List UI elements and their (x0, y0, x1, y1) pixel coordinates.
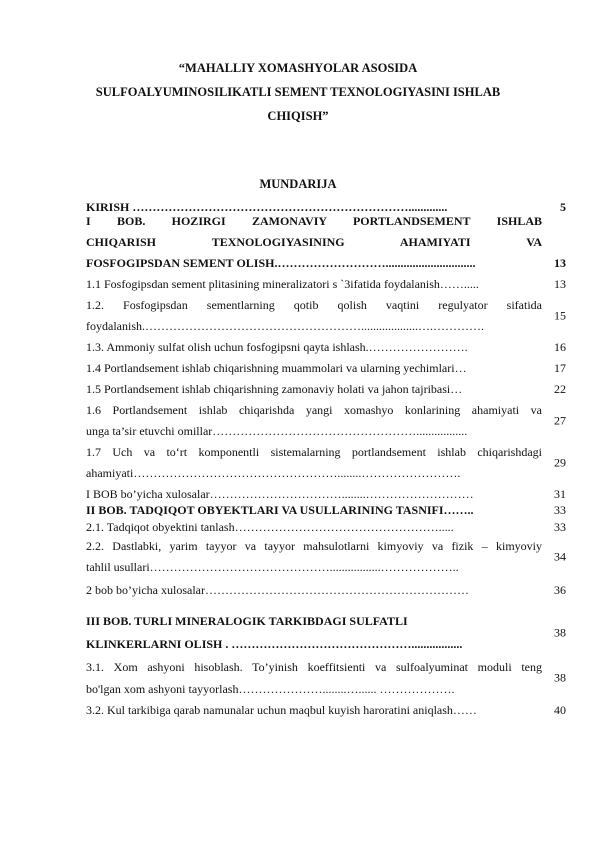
toc-entry-1-1[interactable] (86, 274, 566, 295)
toc-page-number: 38 (554, 625, 566, 640)
toc-entry-text: II BOB. TADQIQOT OBYEKTLARI VA USULLARINING TASNIFI…….. (86, 503, 474, 517)
toc-entry-text: 2.2. Dastlabki, yarim tayyor va tayyor mahsulotlarni kimyoviy va fizik – kimyoviy (86, 539, 542, 553)
toc-entry-2-2[interactable] (86, 536, 566, 578)
toc-entry-chapter-1[interactable] (86, 211, 566, 274)
toc-entry-3-2[interactable] (86, 700, 566, 721)
toc-page-number: 13 (554, 277, 566, 291)
title-line-3: CHIQISH” (267, 109, 329, 123)
toc-entry-text: 1.4 Portlandsement ishlab chiqarishning muammolari va ularning yechimlari… (86, 361, 467, 375)
spacer (86, 602, 554, 610)
toc-entry-text: FOSFOGIPSDAN SEMENT OLISH.……………………….............................. (86, 256, 476, 270)
toc-entry-text: 3.2. Kul tarkibiga qarab namunalar uchun maqbul kuyish haroratini aniqlash…… (86, 703, 477, 717)
toc-entry-text: KLINKERLARNI OLISH . ………………………………………................. (86, 637, 463, 651)
toc-page-number: 33 (554, 520, 566, 534)
document-title (60, 56, 536, 128)
toc-entry-1-4[interactable] (86, 358, 566, 379)
toc-page-number: 27 (554, 413, 566, 428)
toc-entry-text: 3.1. Xom ashyoni hisoblash. To’yinish koeffitsienti va sulfoalyuminat moduli teng (86, 660, 542, 674)
toc-entry-text: tahlil usullari……………………………………….................……………….. (86, 560, 459, 574)
toc-entry-chapter-2-conclusions[interactable] (86, 578, 566, 602)
toc-entry-1-7[interactable] (86, 442, 566, 484)
toc-entry-text: I BOB. HOZIRGI ZAMONAVIY PORTLANDSEMENT ISHLAB (86, 214, 542, 228)
toc-entry-text: 2.1. Tadqiqot obyektini tanlash……………………………………………..... (86, 520, 454, 534)
toc-page-number: 31 (554, 487, 566, 501)
toc-entry-1-3[interactable] (86, 337, 566, 358)
toc-page-number: 22 (554, 382, 566, 396)
toc-entry-1-6[interactable] (86, 400, 566, 442)
title-line-1: “MAHALLIY XOMASHYOLAR ASOSIDA (178, 61, 418, 75)
toc-page-number: 16 (554, 340, 566, 354)
toc-entry-chapter-1-conclusions[interactable] (86, 486, 566, 502)
toc-page-number: 17 (554, 361, 566, 375)
toc-page-number: 13 (554, 256, 566, 270)
toc-page-number: 40 (554, 703, 566, 717)
toc-entry-chapter-2[interactable] (86, 502, 566, 518)
toc-page-number: 36 (554, 583, 566, 597)
toc-entry-1-5[interactable] (86, 379, 566, 400)
toc-page-number: 29 (554, 455, 566, 470)
toc-page-number: 15 (554, 308, 566, 323)
toc-entry-text: 1.5 Portlandsement ishlab chiqarishning zamonaviy holati va jahon tajribasi… (86, 382, 463, 396)
toc-entry-text: 1.2. Fosfogipsdan sementlarning qotib qolish vaqtini regulyator sifatida (86, 298, 542, 312)
toc-entry-text: 1.7 Uch va to‘rt komponentli sistemalarning portlandsement ishlab chiqarishdagi (86, 445, 542, 459)
toc-entry-text: bo'lgan xom ashyoni tayyorlash…………………........…...... ………………. (86, 682, 455, 696)
title-line-2: SULFOALYUMINOSILIKATLI SEMENT TEXNOLOGIYASINI ISHLAB (95, 85, 501, 99)
toc-page-number: 38 (554, 670, 566, 685)
toc-entry-text: CHIQARISH TEXNOLOGIYASINING AHAMIYATI VA (86, 235, 542, 249)
toc-page-number: 33 (554, 503, 566, 517)
toc-entry-text: III BOB. TURLI MINERALOGIK TARKIBDAGI SULFATLI (86, 614, 408, 628)
toc-entry-text: KIRISH ……………………………………………………………............. (86, 200, 448, 214)
toc-entry-text: unga ta’sir etuvchi omillar……………………………………………................. (86, 424, 468, 438)
toc-entry-text: foydalanish.………………………………………………...................….…………. (86, 319, 484, 333)
toc-heading: MUNDARIJA (259, 177, 337, 191)
toc-entry-1-2[interactable] (86, 295, 566, 337)
toc-entry-3-1[interactable] (86, 656, 566, 700)
table-of-contents (86, 200, 566, 721)
toc-entry-text: 1.1 Fosfogipsdan sement plitasining mineralizatori s `3ifatida foydalanish……..... (86, 277, 479, 291)
toc-entry-text: 2 bob bo’yicha xulosalar………………………………………………………… (86, 583, 469, 597)
toc-entry-text: 1.3. Ammoniy sulfat olish uchun fosfogipsni qayta ishlash.……………………. (86, 340, 468, 354)
toc-page-number: 5 (560, 200, 566, 214)
toc-entry-chapter-3[interactable] (86, 610, 566, 656)
toc-entry-text: ahamiyati……………………………………………........……………………. (86, 466, 461, 480)
toc-page-number: 34 (554, 549, 566, 564)
toc-entry-text: 1.6 Portlandsement ishlab chiqarishda yangi xomashyo konlarining ahamiyati va (86, 403, 542, 417)
toc-entry-2-1[interactable] (86, 518, 566, 536)
toc-entry-text: I BOB bo’yicha xulosalar……………………………........……………………… (86, 487, 474, 501)
